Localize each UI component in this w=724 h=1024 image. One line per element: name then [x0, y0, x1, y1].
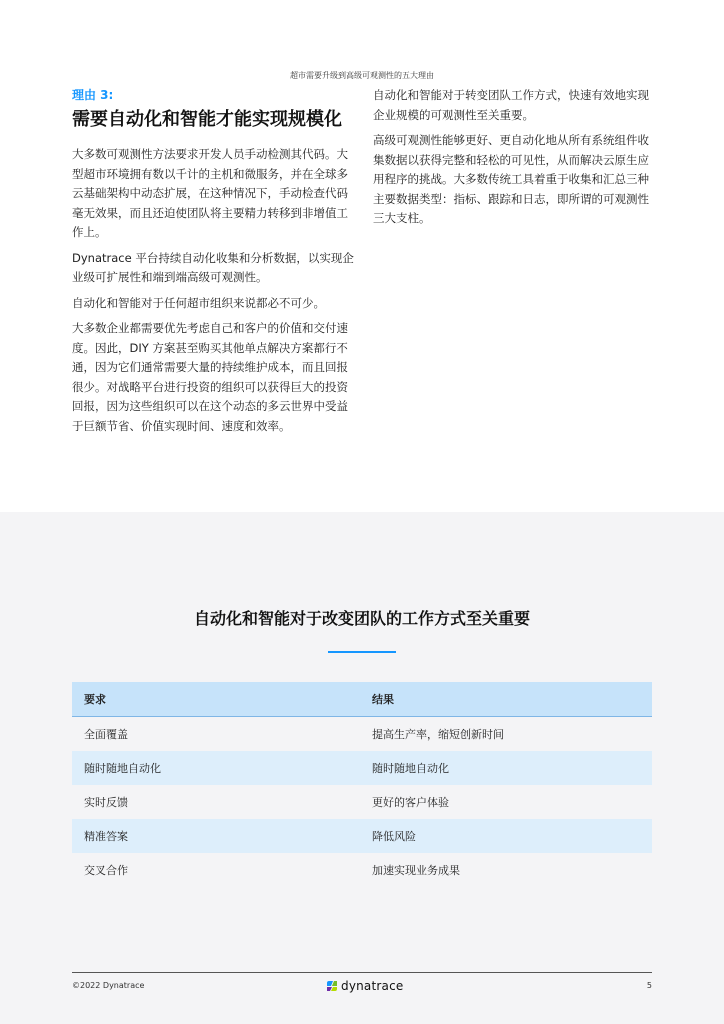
body-paragraph: 高级可观测性能够更好、更自动化地从所有系统组件收集数据以获得完整和轻松的可见性，从而解决云原生应用程序的挑战。大多数传统工具着重于收集和汇总三种主要数据类型：指标、跟踪和日志，即所谓的可观测性三大支柱。: [373, 133, 649, 225]
requirement-cell: 随时随地自动化: [84, 762, 161, 775]
result-cell: 随时随地自动化: [372, 762, 449, 775]
column-header-result: 结果: [372, 693, 394, 706]
requirement-cell: 精准答案: [84, 830, 128, 843]
dynatrace-logo: [326, 979, 403, 993]
result-cell: 降低风险: [372, 830, 416, 843]
title-underline: [328, 651, 396, 653]
table-title: 自动化和智能对于改变团队的工作方式至关重要: [193, 609, 530, 628]
table-row: [72, 717, 652, 751]
table-row: [72, 751, 652, 785]
body-paragraph: 大多数可观测性方法要求开发人员手动检测其代码。大型超市环境拥有数以千计的主机和微服务，并在全球多云基础架构中动态扩展，在这种情况下，手动检查代码毫无效果，而且还迫使团队将主要精力转移到非增值工作上。: [72, 147, 348, 239]
running-header: 超市需要升级到高级可观测性的五大理由: [290, 71, 434, 80]
dynatrace-logo-icon: [326, 980, 338, 992]
requirement-cell: 全面覆盖: [84, 728, 128, 741]
page-number: 5: [646, 981, 652, 990]
table-row: [72, 785, 652, 819]
result-cell: 提高生产率，缩短创新时间: [372, 728, 504, 741]
table-row: [72, 853, 652, 887]
requirements-table: [72, 682, 652, 887]
result-cell: 更好的客户体验: [372, 796, 449, 809]
result-cell: 加速实现业务成果: [372, 864, 460, 877]
footer-divider: [72, 972, 652, 973]
requirement-cell: 实时反馈: [84, 796, 128, 809]
left-column: [72, 86, 356, 442]
body-paragraph: 自动化和智能对于转变团队工作方式，快速有效地实现企业规模的可观测性至关重要。: [373, 88, 649, 122]
body-paragraph: Dynatrace 平台持续自动化收集和分析数据，以实现企业级可扩展性和端到端高级可观测性。: [72, 250, 354, 284]
table-row: [72, 819, 652, 853]
section-heading: 需要自动化和智能才能实现规模化: [72, 109, 342, 130]
logo-text: dynatrace: [341, 979, 404, 993]
right-column: [373, 86, 655, 235]
body-paragraph: 大多数企业都需要优先考虑自己和客户的价值和交付速度。因此，DIY 方案甚至购买其他单点解决方案都行不通，因为它们通常需要大量的持续维护成本，而且回报很少。对战略平台进行投资的组织可以获得巨大的投资回报，因为这些组织可以在这个动态的多云世界中受益于巨额节省、价值实现时间、速度和效率。: [72, 321, 348, 433]
footer-copyright: ©2022 Dynatrace: [72, 981, 145, 990]
requirement-cell: 交叉合作: [84, 864, 128, 877]
reason-label: 理由 3:: [72, 88, 114, 102]
table-header-row: [72, 682, 652, 717]
column-header-requirement: 要求: [84, 693, 106, 706]
body-paragraph: 自动化和智能对于任何超市组织来说都必不可少。: [72, 295, 325, 310]
